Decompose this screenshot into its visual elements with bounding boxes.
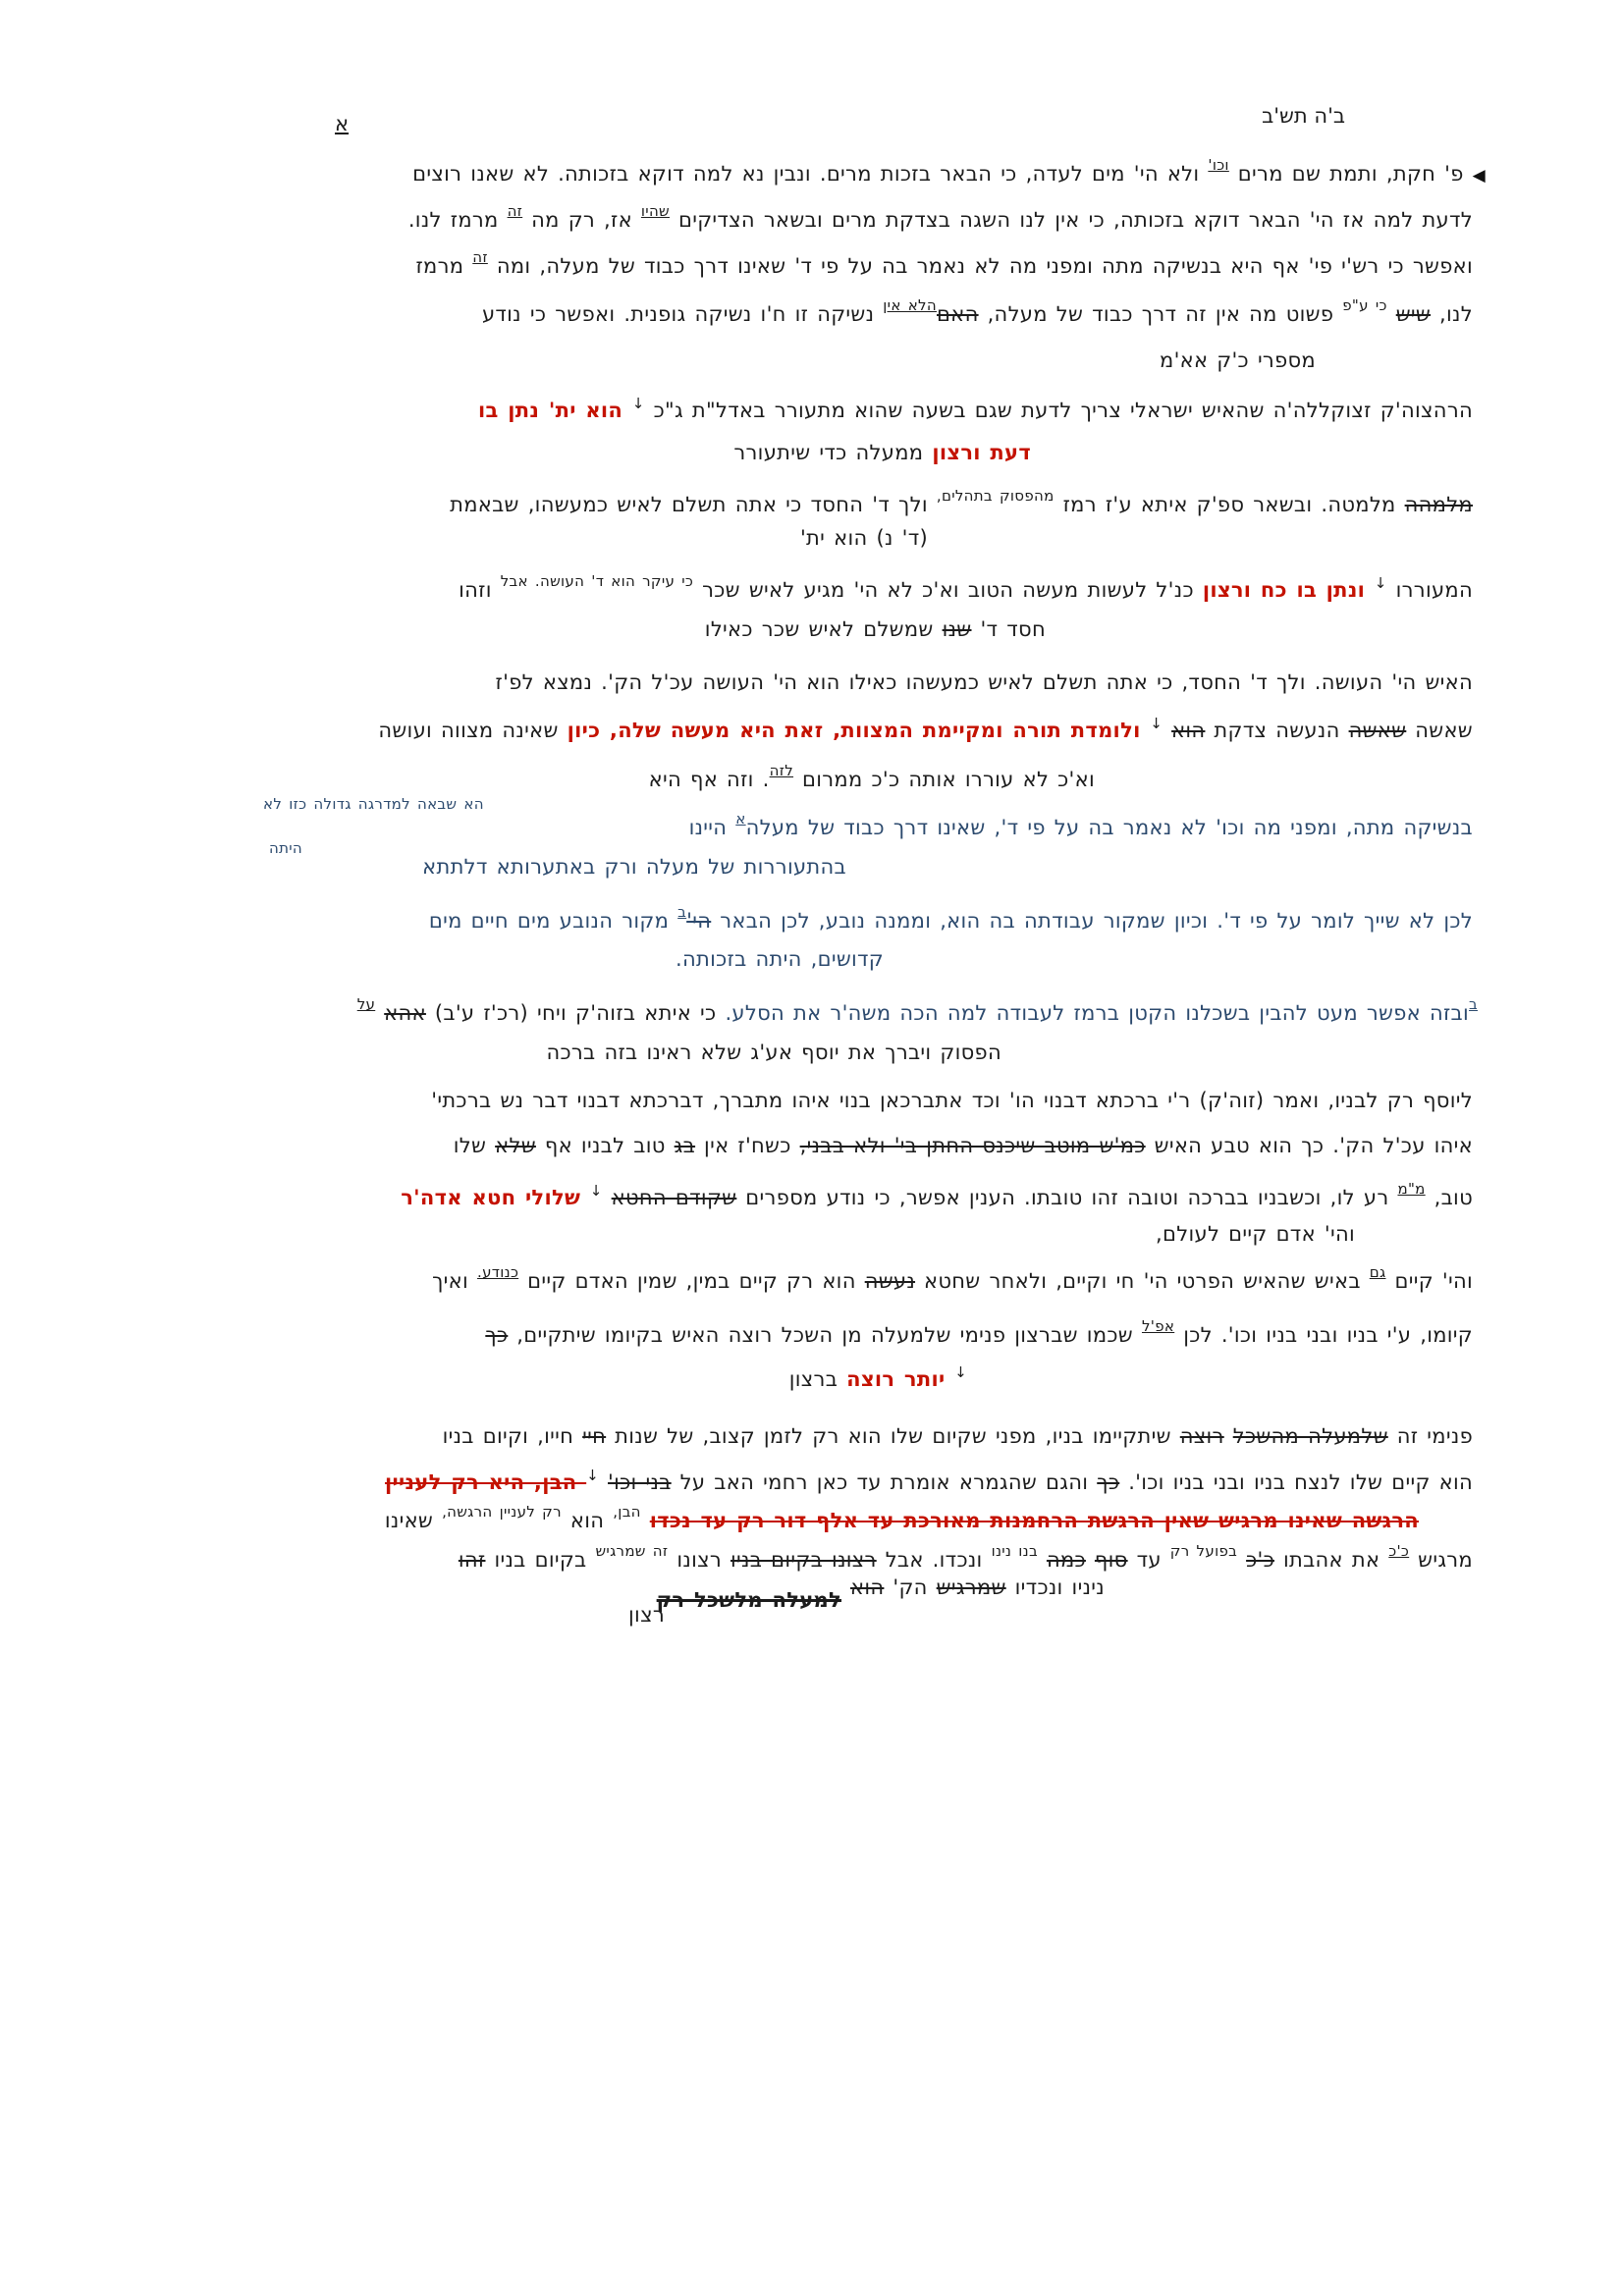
text-run: . וזה אף היא <box>648 768 770 791</box>
text-run: את אהבתו <box>1273 1548 1389 1572</box>
text-line-32 <box>656 1575 1105 1612</box>
text-line-3 <box>415 249 1473 278</box>
text-run: (ד' נ) הוא ית' <box>799 526 928 550</box>
navy-text-run: בהתעוררות של מעלה ורק באתערותא דלתתא <box>422 855 846 879</box>
text-line-19 <box>357 996 1478 1025</box>
superscript-run: הבן, <box>613 1503 641 1521</box>
insertion-arrow-icon: ↓ <box>589 1182 603 1200</box>
text-run: רצון <box>628 1603 665 1627</box>
superscript-run: כי עיקר הוא ד' העושה. אבל <box>500 572 694 590</box>
text-run <box>375 1001 384 1025</box>
text-line-33 <box>628 1604 665 1627</box>
text-run: והי' אדם קיים לעולם, <box>1156 1222 1355 1246</box>
strikethrough-run: שיש <box>1395 302 1432 326</box>
superscript-run: כי ע"פ <box>1342 296 1387 314</box>
text-run: באיש שהאיש הפרטי הי' חי וקיים, ולאחר שחטא <box>915 1269 1370 1293</box>
red-strikethrough-run: הרגשה שאינו מרגיש שאין הרגשת הרחמנות מאורכת עד אלף דור רק עד נכדו <box>649 1509 1419 1532</box>
strikethrough-run: הוא <box>850 1575 885 1599</box>
text-run <box>1086 1548 1095 1572</box>
superscript-run: זה <box>472 248 488 266</box>
text-run: ליוסף רק לבניו, ואמר (זוה'ק) ר'י ברכתא דבנוי הו' וכד אתברכאן בנוי איהו מתברך, דברכתא דבנוי דבר נש ברכתי' <box>431 1089 1473 1112</box>
text-line-28 <box>443 1425 1473 1448</box>
text-run <box>841 1575 850 1599</box>
text-line-5 <box>1160 349 1316 372</box>
text-run: והי' קיים <box>1385 1269 1473 1293</box>
strikethrough-run: כמ'ש מוטב שיכנס החתן בי' ולא בבני, <box>799 1134 1146 1157</box>
strikethrough-run: שקודם החטא <box>611 1186 737 1209</box>
superscript-run: אפ'ל <box>1141 1317 1175 1335</box>
text-run: הפסוק ויברך את יוסף אע'ג שלא ראינו בזה ברכה <box>546 1041 1001 1064</box>
margin-insert-line-1 <box>263 791 484 814</box>
text-line-13 <box>378 716 1473 742</box>
strikethrough-run: מלמהה <box>1404 493 1473 516</box>
text-line-29 <box>385 1468 1473 1494</box>
navy-text-run: מקור הנובע מים חיים מים <box>428 909 678 933</box>
text-run: עד <box>1127 1548 1170 1572</box>
text-run: ברצון <box>788 1367 847 1391</box>
text-run <box>1237 1548 1246 1572</box>
text-run: מספרי כ'ק אא'מ <box>1160 348 1316 372</box>
text-run: נשיקה זו ח'ו נשיקה גופנית. ואפשר כי נודע <box>481 302 884 326</box>
text-run: והגם שהגמרא אומרת עד כאן רחמי האב על <box>671 1470 1098 1494</box>
navy-text-run: לכן לא שייך לומר על פי ד'. וכיון שמקור עבודתה בה הוא, וממנה נובע, לכן הבאר <box>711 909 1473 933</box>
navy-text-run: ובזה אפשר מעט להבין בשכלנו הקטן ברמז לעבודה למה הכה משה'ר את הסלע. <box>725 1001 1470 1025</box>
red-insertion-run: ולומדת תורה ומקיימת המצוות, זאת היא מעשה שלה, כיון <box>567 719 1151 742</box>
strikethrough-run: כך <box>485 1323 509 1347</box>
text-line-27 <box>789 1364 967 1391</box>
text-line-15 <box>689 811 1473 839</box>
text-line-8 <box>450 488 1473 516</box>
text-line-24 <box>1156 1223 1355 1246</box>
strikethrough-run: שלמעלה מהשכל <box>1232 1424 1388 1448</box>
paragraph-marker-icon: ◀ <box>1472 166 1486 186</box>
text-line-20 <box>546 1041 1001 1064</box>
heavy-strikethrough-run: למעלה מלשכל רק <box>656 1588 842 1612</box>
margin-insert-line-2 <box>269 835 302 858</box>
text-run: וזהו <box>459 578 501 602</box>
text-run: מרגיש <box>1409 1548 1473 1572</box>
text-run: המעוררו <box>1386 578 1473 602</box>
text-run: מלמטה. ובשאר ספ'ק איתא ע'ז רמז <box>1054 493 1405 516</box>
text-run: ניניו ונכדיו <box>1005 1575 1105 1599</box>
text-run: לנו, <box>1431 302 1473 326</box>
insertion-arrow-icon: ↓ <box>1150 715 1163 732</box>
strikethrough-run: חיי <box>582 1424 607 1448</box>
text-run: כשח'ז אין <box>695 1134 800 1157</box>
strikethrough-run: בג <box>674 1134 696 1157</box>
text-line-31 <box>459 1543 1473 1572</box>
text-line-4 <box>482 297 1473 326</box>
text-run: ממעלה כדי שיתעורר <box>733 441 933 464</box>
text-run: שאשה <box>1406 719 1473 742</box>
text-run: מרמז לנו. <box>407 208 508 232</box>
strikethrough-run: הי' <box>686 909 712 933</box>
superscript-run: הלא אין <box>883 296 937 314</box>
text-line-26 <box>485 1318 1473 1347</box>
text-run: מרמז <box>415 254 473 278</box>
text-run: שאינו <box>384 1509 443 1532</box>
superscript-run: רק לעניין הרגשה, <box>442 1503 562 1521</box>
text-run: כי איתא בזוה'ק ויחי (רכ'ז ע'ב) <box>425 1001 726 1025</box>
text-run <box>641 1509 650 1532</box>
strikethrough-run: רצונו בקיום בניו <box>730 1548 877 1572</box>
text-run <box>599 1470 608 1494</box>
insertion-arrow-icon: ↓ <box>1374 574 1387 592</box>
text-run <box>1224 1424 1233 1448</box>
superscript-run: זה <box>507 202 523 220</box>
superscript-marker-run: ב <box>677 903 687 921</box>
text-line-17 <box>429 904 1473 933</box>
strikethrough-run: אהא <box>384 1001 426 1025</box>
red-insertion-run: ונתן בו כח ורצון <box>1202 578 1375 602</box>
text-line-23 <box>401 1181 1473 1209</box>
text-run: הנעשה צדקת <box>1205 719 1349 742</box>
text-line-9 <box>800 527 928 550</box>
text-run: שיתקיימו בניו, מפני שקיום שלו הוא רק לזמן קצוב, של שנות <box>606 1424 1180 1448</box>
text-run: ונכדו. אבל <box>876 1548 992 1572</box>
text-run <box>1163 719 1171 742</box>
text-run: ולא הי' מים לעדה, כי הבאר בזכות מרים. ונבין נא למה דוקא בזכותה. לא שאנו רוצים <box>412 162 1209 186</box>
navy-text-run: קדושים, היתה בזכותה. <box>676 947 884 971</box>
text-run: שאינה מצווה ועושה <box>378 719 568 742</box>
text-line-10 <box>459 573 1473 602</box>
red-strikethrough-run: הבן, היא רק לעניין <box>385 1470 587 1494</box>
strikethrough-run: כך <box>1097 1470 1120 1494</box>
strikethrough-run: שלא <box>495 1134 536 1157</box>
text-run: פשוט מה אין זה דרך כבוד של מעלה, <box>978 302 1343 326</box>
text-run: הרהצוה'ק זצוקללה'ה שהאיש ישראלי צריך לדעת שגם בשעה שהוא מתעורר באדל"ת ג"כ <box>644 399 1473 422</box>
strikethrough-run: נעשה <box>864 1269 916 1293</box>
superscript-marker-run: ב <box>1469 995 1478 1013</box>
strikethrough-run: הוא <box>1171 719 1206 742</box>
text-run: רצונו <box>668 1548 731 1572</box>
text-line-30 <box>385 1504 1419 1532</box>
text-run: שמשלם לאיש שכר כאילו <box>704 617 943 641</box>
superscript-run: מ"מ <box>1397 1180 1426 1198</box>
strikethrough-run: שאשה <box>1348 719 1407 742</box>
text-line-2 <box>408 203 1473 232</box>
strikethrough-run: בני וכו' <box>608 1470 672 1494</box>
text-run: חסד ד' <box>971 617 1046 641</box>
text-run: וא'כ לא עוררו אותה כ'כ ממרום <box>793 768 1095 791</box>
red-insertion-run: הוא ית' נתן בו <box>478 399 632 422</box>
text-line-6 <box>478 396 1473 422</box>
text-run: ואפשר כי רש'י פי' אף היא בנשיקה מתה ומפני מה לא נאמר בה על פי ד' שאינו דרך כבוד של מעלה, ומה <box>487 254 1473 278</box>
text-run: איהו עכ'ל הק'. כך הוא טבע האיש <box>1145 1134 1473 1157</box>
text-line-1 <box>412 157 1486 186</box>
text-run: הוא קיים שלו לנצח בניו ובני בניו וכו'. <box>1119 1470 1473 1494</box>
text-line-7 <box>733 442 1031 464</box>
text-run <box>1038 1548 1047 1572</box>
text-run: הוא <box>561 1509 614 1532</box>
text-run: בקיום בניו <box>485 1548 596 1572</box>
superscript-run: גם <box>1369 1263 1386 1281</box>
text-run: חייו, וקיום בניו <box>442 1424 583 1448</box>
strikethrough-run: האם <box>937 302 979 326</box>
superscript-run: זה שמרגיש <box>595 1542 669 1560</box>
superscript-run: שהיו <box>640 202 670 220</box>
text-run: היתה <box>269 839 303 857</box>
text-run: שכמו שברצון פנימי שלמעלה מן השכל רוצה האיש בקיומו שיתקיים, <box>508 1323 1142 1347</box>
superscript-run: כ'כ <box>1388 1542 1410 1560</box>
insertion-arrow-icon: ↓ <box>631 395 645 412</box>
text-run: קיומו, ע'י בניו ובני בניו וכו'. לכן <box>1174 1323 1473 1347</box>
text-run: אז, רק מה <box>522 208 641 232</box>
superscript-run: על <box>356 995 376 1013</box>
strikethrough-run: שמרגיש <box>936 1575 1006 1599</box>
text-run <box>603 1186 612 1209</box>
red-insertion-run: יותר רוצה <box>846 1367 955 1391</box>
strikethrough-run: רוצה <box>1179 1424 1224 1448</box>
red-insertion-run: דעת ורצון <box>932 441 1031 464</box>
text-run: הק' <box>884 1575 937 1599</box>
superscript-run: וכו' <box>1208 156 1229 174</box>
superscript-marker-run: א <box>735 810 746 828</box>
text-run: שלו <box>453 1134 496 1157</box>
navy-text-run: בנשיקה מתה, ומפני מה וכו' לא נאמר בה על פי ד', שאינו דרך כבוד של מעלה <box>745 816 1473 839</box>
text-run: פ' חקת, ותמת שם מרים <box>1228 162 1473 186</box>
superscript-run: כנודע. <box>477 1263 519 1281</box>
text-line-14 <box>649 763 1095 791</box>
text-line-16 <box>422 856 846 879</box>
header-blessing: ב'ה תש'ב <box>1262 104 1345 128</box>
page-number: א <box>335 112 350 135</box>
text-run <box>1387 302 1396 326</box>
text-line-11 <box>705 618 1046 641</box>
strikethrough-run: זהו <box>458 1548 486 1572</box>
text-run: הוא רק קיים במין, שמין האדם קיים <box>518 1269 865 1293</box>
navy-text-run: היינו <box>688 816 736 839</box>
superscript-run: בפועל רק <box>1169 1542 1238 1560</box>
text-run: ואיך <box>432 1269 478 1293</box>
text-run: רע לו, וכשבניו בברכה וטובה זהו טובתו. הענין אפשר, כי נודע מספרים <box>736 1186 1398 1209</box>
text-run: לדעת למה אז הי' הבאר דוקא בזכותה, כי אין לנו השגה בצדקת מרים ובשאר הצדיקים <box>669 208 1473 232</box>
red-insertion-run: שלולי חטא אדה'ר <box>401 1186 590 1209</box>
text-line-25 <box>432 1264 1473 1293</box>
text-line-22 <box>454 1135 1473 1157</box>
text-run: פנימי זה <box>1387 1424 1473 1448</box>
superscript-run: לזה <box>769 762 794 779</box>
text-run: כנ'ל לעשות מעשה הטוב וא'כ לא הי' מגיע לאיש שכר <box>693 578 1203 602</box>
text-run: האיש הי' העושה. ולך ד' החסד, כי אתה תשלם לאיש כמעשהו כאילו הוא הי' העושה עכ'ל הק'. נמצא לפ'ז <box>495 670 1473 694</box>
superscript-run: מהפסוק בתהלים, <box>936 487 1055 505</box>
text-line-12 <box>496 671 1473 694</box>
insertion-arrow-icon: ↓ <box>954 1363 967 1381</box>
strikethrough-run: שנו <box>942 617 972 641</box>
strikethrough-run: כ'כ <box>1246 1548 1274 1572</box>
text-run: טוב לבניו אף <box>535 1134 675 1157</box>
strikethrough-run: סוף <box>1094 1548 1128 1572</box>
text-line-21 <box>431 1090 1473 1112</box>
superscript-run: בנו נינו <box>991 1542 1038 1560</box>
text-run: הא שבאה למדרגה גדולה כזו לא <box>263 795 484 813</box>
insertion-arrow-icon: ↓ <box>586 1467 600 1484</box>
text-line-18 <box>676 948 884 971</box>
text-run: טוב, <box>1425 1186 1473 1209</box>
text-run: ולך ד' החסד כי אתה תשלם לאיש כמעשהו, שבאמת <box>450 493 937 516</box>
strikethrough-run: כמה <box>1046 1548 1086 1572</box>
